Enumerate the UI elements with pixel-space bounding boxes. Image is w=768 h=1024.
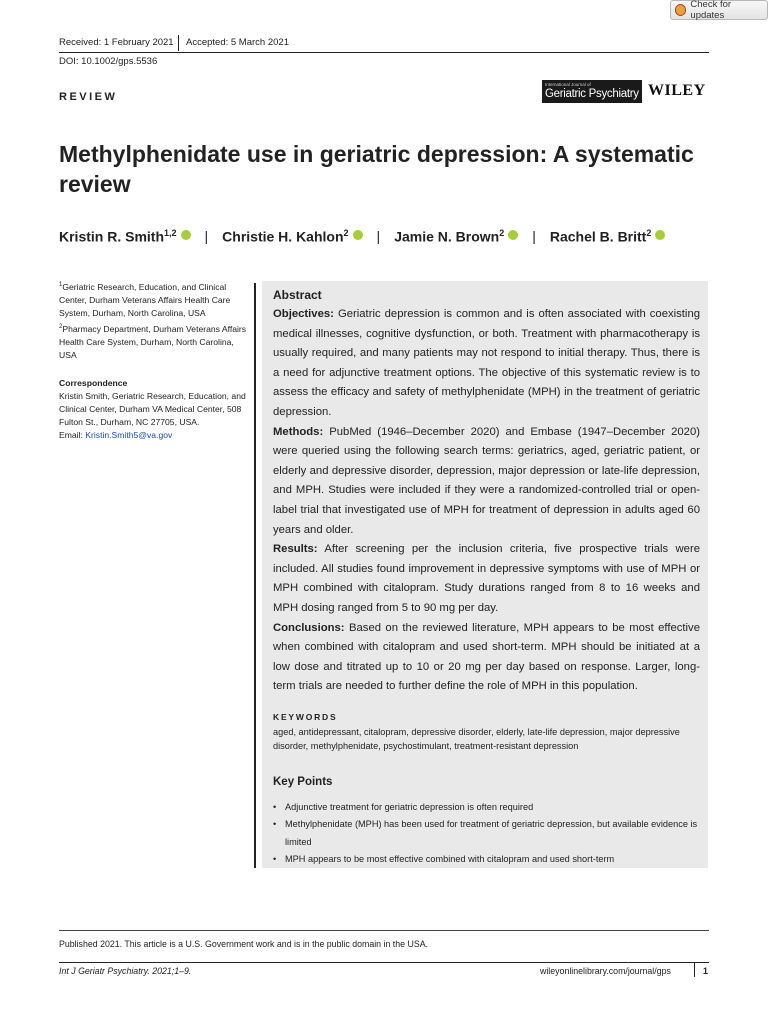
list-item: • Methylphenidate (MPH) has been used for treatment of geriatric depression, but available evidence is limited xyxy=(273,816,700,851)
author[interactable]: Jamie N. Brown$^2$ xyxy=(394,228,505,245)
list-item: • MPH appears to be most effective combined with citalopram and used short-term xyxy=(273,851,700,869)
affiliation: $^1$Geriatric Research, Education, and Clinical Center, Durham Veterans Affairs Health Care System, Durham, North Carolina, USA xyxy=(59,281,231,318)
list-item: • Adjunctive treatment for geriatric depression is often required xyxy=(273,799,700,817)
keywords-title: KEYWORDS xyxy=(273,711,338,722)
article-type: REVIEW xyxy=(59,91,118,103)
author[interactable]: Christie H. Kahlon$^2$ xyxy=(222,228,349,245)
abstract-methods: Methods: PubMed (1946–December 2020) and Embase (1947–December 2020) were queried using the following search terms: geriatrics, aged, geriatric patient, or elderly and depressive disorder, depression, major depression or late-life depression, and MPH. Studies were included if they were a randomized-controlled trial or open-label trial that investigated use of MPH for treatment of depression in adults aged 60 years and older. xyxy=(273,425,700,536)
header-rule xyxy=(59,52,709,53)
header-divider xyxy=(178,35,179,51)
check-for-updates-label: Check for updates xyxy=(690,0,732,21)
correspondence: Correspondence Kristin Smith, Geriatric Research, Education, and Clinical Center, Durham VA Medical Center, 508 Fulton St., Durham, NC 27705, USA. Email: Kristin.Smith5@va.gov xyxy=(59,377,249,442)
footer-divider xyxy=(694,963,695,977)
journal-logo: International Journal of Geriatric Psychiatry xyxy=(542,80,642,103)
abstract-results: Results: After screening per the inclusion criteria, five prospective trials were included. All studies found improvement in depressive symptoms with use of MPH or MPH combined with citalopram. Study durations ranged from 8 to 16 weeks and MPH dosing ranged from 5 to 90 mg per day. xyxy=(273,543,700,614)
author[interactable]: Kristin R. Smith$^{1,2}$ xyxy=(59,228,177,245)
author-list xyxy=(59,228,719,245)
footer-notice: Published 2021. This article is a U.S. Government work and is in the public domain in the USA. xyxy=(59,939,429,949)
orcid-icon[interactable] xyxy=(508,230,518,240)
correspondence-title: Correspondence xyxy=(59,378,128,388)
author-separator: | xyxy=(204,228,209,245)
author-separator: | xyxy=(376,228,381,245)
email-link[interactable]: Kristin.Smith5@va.gov xyxy=(85,430,173,440)
page-number: 1 xyxy=(703,966,708,976)
doi: DOI: 10.1002/gps.5536 xyxy=(59,56,158,67)
received-date: Received: 1 February 2021 xyxy=(59,37,174,48)
citation: Int J Geriatr Psychiatry. 2021;1–9. xyxy=(59,966,192,976)
orcid-icon[interactable] xyxy=(353,230,363,240)
accepted-date: Accepted: 5 March 2021 xyxy=(186,37,289,48)
abstract-title: Abstract xyxy=(273,288,322,302)
check-for-updates-button[interactable] xyxy=(670,0,768,20)
author-separator: | xyxy=(532,228,536,245)
footer-rule xyxy=(59,930,709,931)
correspondence-text: Kristin Smith, Geriatric Research, Education, and Clinical Center, Durham VA Medical Center, 508 Fulton St., Durham, NC 27705, USA. xyxy=(59,391,246,427)
column-divider xyxy=(254,283,256,868)
author[interactable]: Rachel B. Britt$^2$ xyxy=(549,228,652,245)
journal-url[interactable]: wileyonlinelibrary.com/journal/gps xyxy=(540,966,671,976)
orcid-icon[interactable] xyxy=(655,230,665,240)
abstract-objectives: Objectives: Geriatric depression is common and is often associated with coexisting medical illnesses, cognitive dysfunction, or both. Treatment with pharmacotherapy is usually required, and many patients may not respond to initial therapy. Thus, there is a need for adjunctive treatment options. The objective of this systematic review is to assess the efficacy and safety of methylphenidate (MPH) in the treatment of geriatric depression. xyxy=(273,308,701,418)
abstract-conclusions: Conclusions: Based on the reviewed literature, MPH appears to be most effective when combined with citalopram and used short-term. MPH should be initiated at a low dose and titrated up to 10 or 20 mg per day based on response. Larger, long-term trials are needed to further define the role of MPH in this population. xyxy=(273,621,700,693)
crossmark-icon xyxy=(675,4,686,16)
keywords-text: aged, antidepressant, citalopram, depressive disorder, elderly, late-life depression, major depressive disorder, methylphenidate, psychostimulant, treatment-resistant depression xyxy=(273,726,680,751)
journal-name: Geriatric Psychiatry xyxy=(545,88,639,100)
abstract-panel xyxy=(262,281,708,868)
key-points-title: Key Points xyxy=(273,775,333,788)
footer-rule xyxy=(59,962,709,963)
orcid-icon[interactable] xyxy=(181,230,191,240)
publisher-logo: WILEY xyxy=(648,82,706,99)
key-points-list xyxy=(273,799,700,869)
article-title: Methylphenidate use in geriatric depression: A systematic review xyxy=(59,141,694,197)
affiliation: $^2$Pharmacy Department, Durham Veterans Affairs Health Care System, Durham, North Carolina, USA xyxy=(59,323,247,360)
